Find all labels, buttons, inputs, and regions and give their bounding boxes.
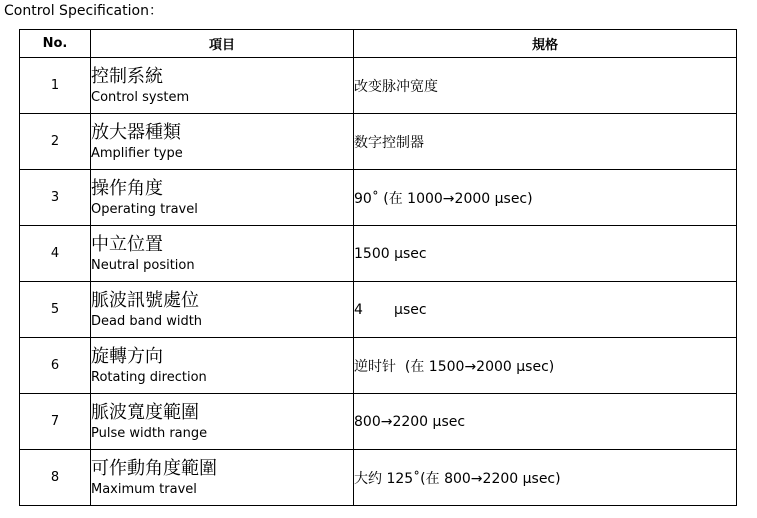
- control-specification-table: [19, 29, 737, 506]
- spec-value: 1500 µsec: [354, 226, 737, 282]
- header-item: 項目: [91, 30, 354, 58]
- item-name-chinese: 脈波訊號處位: [91, 290, 199, 311]
- item-name-english: Maximum travel: [91, 482, 197, 497]
- item-cell: [91, 114, 354, 170]
- table-row: [20, 338, 737, 394]
- item-name-english: Dead band width: [91, 314, 203, 329]
- row-number: 4: [20, 226, 91, 282]
- document-title: Control Specification：: [4, 3, 163, 19]
- table-row: [20, 114, 737, 170]
- table-header-row: [20, 30, 737, 58]
- spec-value: 数字控制器: [354, 114, 737, 170]
- table-row: [20, 58, 737, 114]
- spec-value: 大约 125˚(在 800→2200 µsec): [354, 450, 737, 506]
- item-name-english: Pulse width range: [91, 426, 208, 441]
- table-row: [20, 282, 737, 338]
- table-row: [20, 450, 737, 506]
- item-name-english: Rotating direction: [91, 370, 207, 385]
- row-number: 3: [20, 170, 91, 226]
- spec-value: 90˚ (在 1000→2000 µsec): [354, 170, 737, 226]
- item-cell: [91, 58, 354, 114]
- spec-value: 逆时针 (在 1500→2000 µsec): [354, 338, 737, 394]
- header-no: No.: [20, 30, 91, 58]
- spec-value: 800→2200 µsec: [354, 394, 737, 450]
- item-name-chinese: 中立位置: [91, 234, 163, 255]
- table-row: [20, 170, 737, 226]
- item-cell: [91, 450, 354, 506]
- spec-value: 改变脉冲宽度: [354, 58, 737, 114]
- row-number: 6: [20, 338, 91, 394]
- item-name-english: Operating travel: [91, 202, 198, 217]
- table-row: [20, 394, 737, 450]
- table-row: [20, 226, 737, 282]
- header-spec: 規格: [354, 30, 737, 58]
- item-name-chinese: 脈波寬度範圍: [91, 402, 199, 423]
- item-name-english: Amplifier type: [91, 146, 183, 161]
- item-name-english: Control system: [91, 90, 190, 105]
- item-name-chinese: 旋轉方向: [91, 346, 163, 367]
- item-cell: [91, 170, 354, 226]
- item-cell: [91, 394, 354, 450]
- item-cell: [91, 338, 354, 394]
- row-number: 2: [20, 114, 91, 170]
- row-number: 7: [20, 394, 91, 450]
- spec-value: 4 µsec: [354, 282, 737, 338]
- item-name-english: Neutral position: [91, 258, 195, 273]
- row-number: 5: [20, 282, 91, 338]
- item-cell: [91, 226, 354, 282]
- item-name-chinese: 可作動角度範圍: [91, 458, 217, 479]
- item-name-chinese: 操作角度: [91, 178, 163, 199]
- item-cell: [91, 282, 354, 338]
- row-number: 1: [20, 58, 91, 114]
- item-name-chinese: 控制系統: [91, 66, 163, 87]
- row-number: 8: [20, 450, 91, 506]
- item-name-chinese: 放大器種類: [91, 122, 181, 143]
